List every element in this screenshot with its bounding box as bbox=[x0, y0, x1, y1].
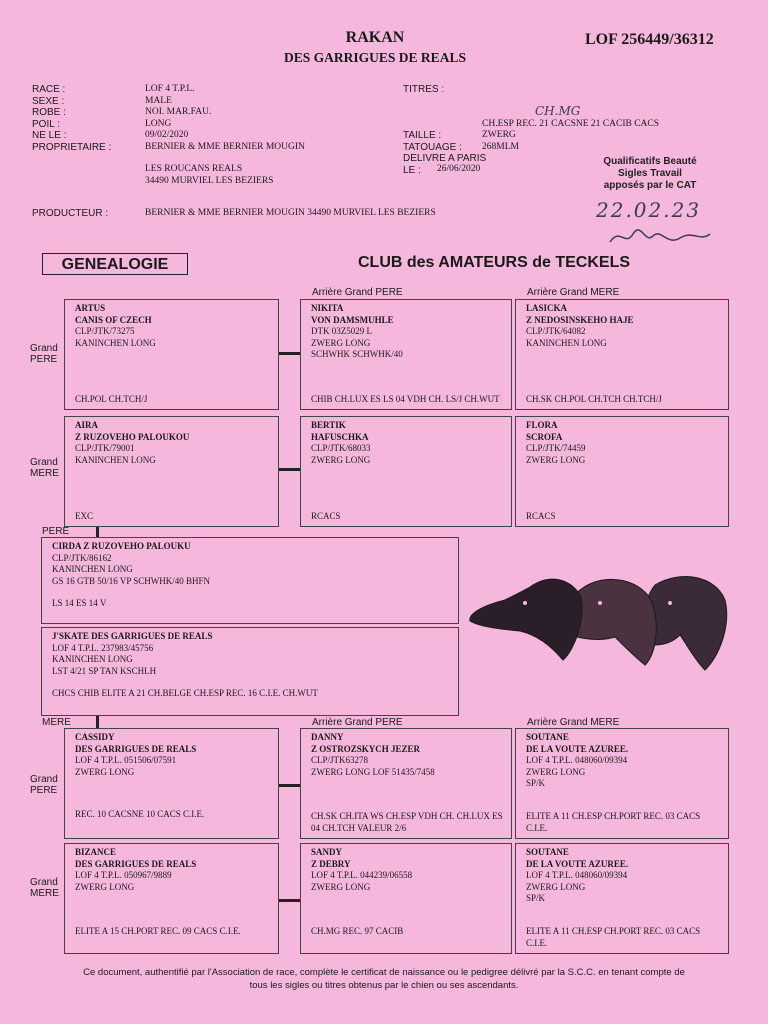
sire-agp-1-box: NIKITA VON DAMSMUHLE DTK 03Z5029 L ZWERG LONG SCHWHK SCHWHK/40 CHIB CH.LUX ES LS 04 VDH CH. LS/J CH.WUT bbox=[300, 299, 512, 410]
titles: LS 14 ES 14 V bbox=[52, 598, 107, 608]
label-sexe: SEXE : bbox=[32, 95, 65, 107]
connector bbox=[96, 527, 99, 537]
value-robe: NOI. MAR.FAU. bbox=[145, 107, 212, 117]
value-sexe: MALE bbox=[145, 95, 172, 106]
titles: ELITE A 15 CH.PORT REC. 09 CACS C.I.E. bbox=[75, 925, 241, 936]
value-le: 26/06/2020 bbox=[437, 164, 481, 174]
stamp-date: 22.02.23 bbox=[596, 198, 702, 222]
stamp-line-2: Sigles Travail bbox=[618, 168, 682, 179]
titles: CHIB CH.LUX ES LS 04 VDH CH. LS/J CH.WUT bbox=[311, 393, 500, 404]
titles: CHCS CHIB ELITE A 21 CH.BELGE CH.ESP REC. 16 C.I.E. CH.WUT bbox=[52, 688, 318, 698]
dachshund-heads-illustration bbox=[465, 565, 730, 685]
value-race: LOF 4 T.P.L. bbox=[145, 84, 195, 94]
sire-agp-2-box: BERTIK HAFUSCHKA CLP/JTK/68033 ZWERG LONG RCACS bbox=[300, 416, 512, 527]
titles: RCACS bbox=[311, 510, 341, 521]
identity-values bbox=[145, 84, 305, 187]
dam-grand-pere-box: CASSIDY DES GARRIGUES DE REALS LOF 4 T.P.L. 051506/07591 ZWERG LONG REC. 10 CACSNE 10 CACS C.I.E. bbox=[64, 728, 279, 839]
value-taille: ZWERG bbox=[482, 130, 516, 140]
titles: CH.SK CH.ITA WS CH.ESP VDH CH. CH.LUX ES 04 CH.TCH VALEUR 2/6 bbox=[311, 811, 503, 833]
identity-labels bbox=[32, 84, 111, 153]
dog-name: RAKAN bbox=[345, 29, 405, 46]
col-head-agp-bottom: Arrière Grand PERE bbox=[312, 717, 403, 728]
pere-box: CIRDA Z RUZOVEHO PALOUKU CLP/JTK/86162 KANINCHEN LONG GS 16 GTB 50/16 VP SCHWHK/40 BHFN LS 14 ES 14 V bbox=[41, 537, 459, 624]
side-grand-mere-2: Grand MERE bbox=[30, 877, 59, 899]
owner-address-2: 34490 MURVIEL LES BEZIERS bbox=[145, 175, 274, 186]
label-robe: ROBE : bbox=[32, 107, 66, 118]
titles: RCACS bbox=[526, 510, 556, 521]
label-poil: POIL : bbox=[32, 118, 60, 130]
signature-icon bbox=[605, 222, 715, 255]
connector bbox=[279, 352, 300, 355]
value-ne-le: 09/02/2020 bbox=[145, 130, 189, 140]
sire-agm-2-box: FLORA SCROFA CLP/JTK/74459 ZWERG LONG RCACS bbox=[515, 416, 729, 527]
mere-label: MERE bbox=[42, 717, 71, 728]
titles: CH.POL CH.TCH/J bbox=[75, 393, 148, 404]
side-grand-pere-1: Grand PERE bbox=[30, 343, 58, 365]
titles: ELITE A 11 CH.ESP CH.PORT REC. 03 CACS C.I.E. bbox=[526, 926, 701, 948]
titles: CH.MG REC. 97 CACIB bbox=[311, 925, 404, 936]
titres-line: CH.ESP REC. 21 CACSNE 21 CACIB CACS bbox=[482, 119, 660, 129]
label-producteur: PRODUCTEUR : bbox=[32, 208, 109, 219]
col-head-agp-top: Arrière Grand PERE bbox=[312, 287, 403, 298]
value-poil: LONG bbox=[145, 118, 172, 129]
lof-number: LOF 256449/36312 bbox=[585, 31, 714, 48]
label-race: RACE : bbox=[32, 84, 66, 95]
label-titres: TITRES : bbox=[403, 84, 445, 95]
col-head-agm-top: Arrière Grand MERE bbox=[527, 287, 620, 298]
dam-grand-mere-box: BIZANCE DES GARRIGUES DE REALS LOF 4 T.P.L. 050967/9889 ZWERG LONG ELITE A 15 CH.PORT REC. 09 CACS C.I.E. bbox=[64, 843, 279, 954]
genealogie-heading: GENEALOGIE bbox=[42, 253, 188, 275]
sire-grand-mere-box: AIRA Z RUZOVEHO PALOUKOU CLP/JTK/79001 KANINCHEN LONG EXC bbox=[64, 416, 279, 527]
side-grand-pere-2: Grand PERE bbox=[30, 774, 58, 796]
sire-grand-pere-box: ARTUS CANIS OF CZECH CLP/JTK/73275 KANINCHEN LONG CH.POL CH.TCH/J bbox=[64, 299, 279, 410]
value-proprietaire: BERNIER & MME BERNIER MOUGIN bbox=[145, 141, 305, 152]
titles: CH.SK CH.POL CH.TCH CH.TCH/J bbox=[526, 393, 662, 404]
pere-label: PERE bbox=[42, 526, 70, 537]
label-tatouage: TATOUAGE : bbox=[403, 141, 462, 153]
connector bbox=[279, 899, 300, 902]
dam-agm-2-box: SOUTANE DE LA VOUTE AZUREE. LOF 4 T.P.L. 048060/09394 ZWERG LONG SP/K ELITE A 11 CH.ESP CH.PORT REC. 03 CACS C.I.E. bbox=[515, 843, 729, 954]
handwritten-title: CH.MG bbox=[535, 104, 581, 118]
titles: EXC bbox=[75, 510, 93, 521]
label-le: LE : bbox=[403, 164, 421, 176]
stamp-line-1: Qualificatifs Beauté bbox=[603, 156, 697, 167]
stamp-line-3: apposés par le CAT bbox=[603, 180, 697, 191]
titles: ELITE A 11 CH.ESP CH.PORT REC. 03 CACS C.I.E. bbox=[526, 811, 701, 833]
connector bbox=[96, 716, 99, 728]
value-producteur: BERNIER & MME BERNIER MOUGIN 34490 MURVIEL LES BEZIERS bbox=[145, 208, 436, 218]
label-delivre: DELIVRE A PARIS bbox=[403, 153, 487, 164]
dam-agp-1-box: DANNY Z OSTROZSKYCH JEZER CLP/JTK63278 ZWERG LONG LOF 51435/7458 CH.SK CH.ITA WS CH.ESP VDH CH. CH.LUX ES 04 CH.TCH VALEUR 2/6 bbox=[300, 728, 512, 839]
connector bbox=[279, 784, 300, 787]
side-grand-mere-1: Grand MERE bbox=[30, 457, 59, 479]
value-tatouage: 268MLM bbox=[482, 141, 519, 152]
footer-note bbox=[20, 966, 748, 992]
sire-agm-1-box: LASICKA Z NEDOSINSKEHO HAJE CLP/JTK/64082 KANINCHEN LONG CH.SK CH.POL CH.TCH CH.TCH/J bbox=[515, 299, 729, 410]
dam-agp-2-box: SANDY Z DEBRY LOF 4 T.P.L. 044239/06558 ZWERG LONG CH.MG REC. 97 CACIB bbox=[300, 843, 512, 954]
footer-line-2: tous les sigles ou titres obtenus par le chien ou ses ascendants. bbox=[249, 980, 519, 991]
dog-affix: DES GARRIGUES DE REALS bbox=[284, 50, 466, 65]
label-proprietaire: PROPRIETAIRE : bbox=[32, 141, 112, 153]
label-taille: TAILLE : bbox=[403, 130, 442, 141]
label-ne-le: NE LE : bbox=[32, 130, 67, 141]
details-values bbox=[482, 130, 519, 153]
club-heading: CLUB des AMATEURS de TECKELS bbox=[358, 254, 631, 271]
footer-line-1: Ce document, authentifié par l'Association de race, complète le certificat de naissance ou le pedigree délivré par la S.C.C. en tenant compte de bbox=[83, 967, 685, 978]
dam-agm-1-box: SOUTANE DE LA VOUTE AZUREE. LOF 4 T.P.L. 048060/09394 ZWERG LONG SP/K ELITE A 11 CH.ESP CH.PORT REC. 03 CACS C.I.E. bbox=[515, 728, 729, 839]
connector bbox=[279, 468, 300, 471]
mere-box: J'SKATE DES GARRIGUES DE REALS LOF 4 T.P.L. 237983/45756 KANINCHEN LONG LST 4/21 SP TAN KSCHLH CHCS CHIB ELITE A 21 CH.BELGE CH.ESP REC. 16 C.I.E. CH.WUT bbox=[41, 627, 459, 716]
owner-address-1: LES ROUCANS REALS bbox=[145, 164, 243, 174]
cat-stamp bbox=[590, 156, 710, 192]
titles: REC. 10 CACSNE 10 CACS C.I.E. bbox=[75, 808, 205, 819]
col-head-agm-bottom: Arrière Grand MERE bbox=[527, 717, 620, 728]
